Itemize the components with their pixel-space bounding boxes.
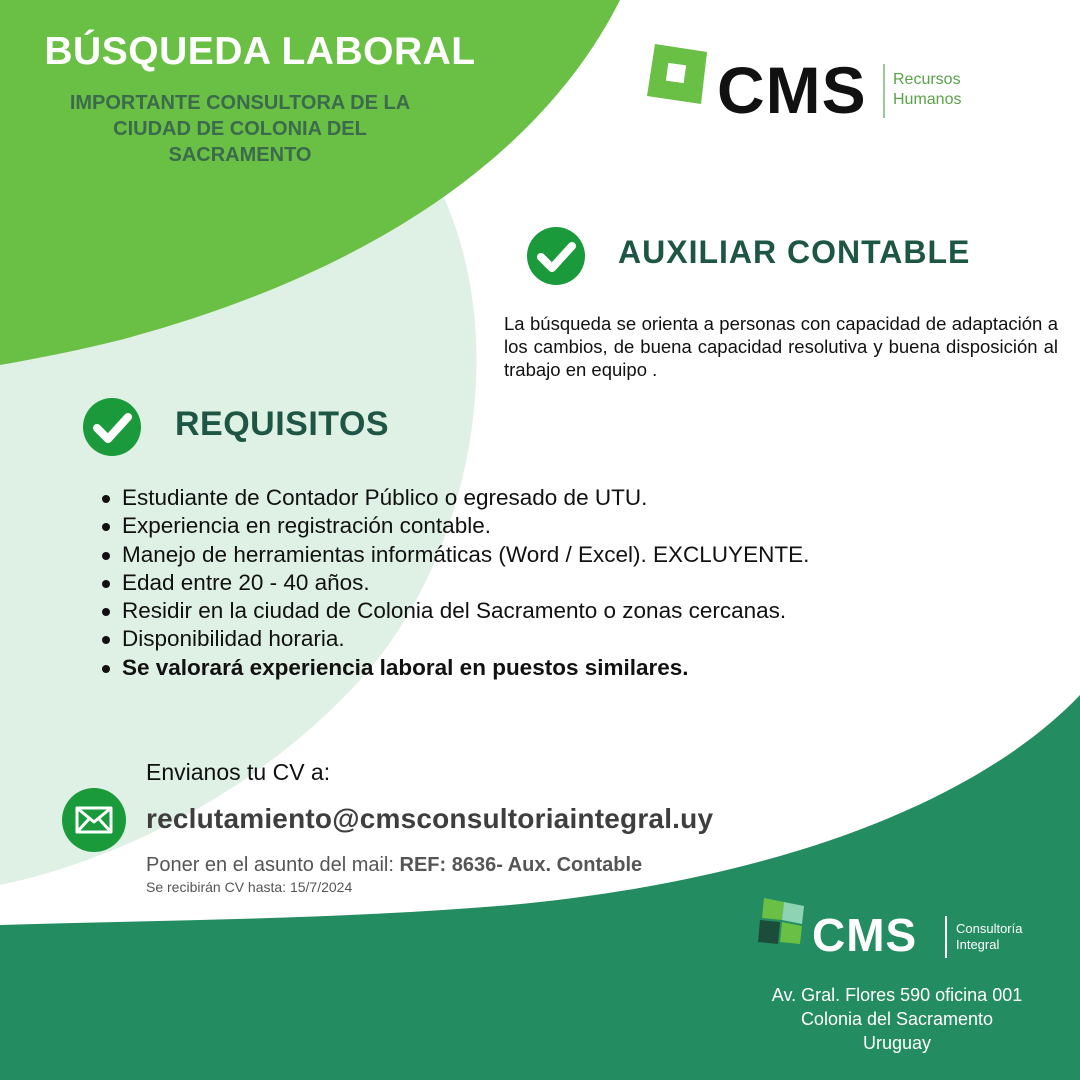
mail-icon <box>62 788 126 852</box>
office-address <box>720 983 1074 1055</box>
cv-deadline: Se recibirán CV hasta: 15/7/2024 <box>146 879 353 895</box>
check-icon <box>82 397 142 457</box>
address-line: Av. Gral. Flores 590 oficina 001 <box>771 985 1023 1005</box>
requirement-item: Edad entre 20 - 40 años. <box>122 569 809 597</box>
subtitle-line: IMPORTANTE CONSULTORA DE LA <box>69 92 411 114</box>
contact-email-link[interactable]: reclutamiento@cmsconsultoriaintegral.uy <box>146 803 714 834</box>
address-line: Uruguay <box>862 1033 932 1053</box>
requirements-title: REQUISITOS <box>175 405 390 443</box>
subject-prefix: Poner en el asunto del mail: <box>146 854 400 876</box>
requirement-item: Experiencia en registración contable. <box>122 512 809 540</box>
send-cv-label: Envianos tu CV a: <box>146 759 331 785</box>
logo-tagline-line: Integral <box>956 937 1000 952</box>
page-title: BÚSQUEDA LABORAL <box>44 30 476 73</box>
mail-subject-instruction <box>146 854 642 877</box>
cms-rrhh-logo <box>645 42 995 132</box>
cms-logo-mark-icon <box>645 42 709 106</box>
logo-tagline <box>893 70 961 110</box>
logo-tagline-line: Humanos <box>893 91 962 108</box>
logo-tagline-line: Consultoría <box>956 921 1023 936</box>
subtitle-line: CIUDAD DE COLONIA DEL <box>113 118 367 140</box>
requirement-item: Estudiante de Contador Público o egresado de UTU. <box>122 484 809 512</box>
requirement-item: Manejo de herramientas informáticas (Word / Excel). EXCLUYENTE. <box>122 541 809 569</box>
requirements-list <box>122 484 809 682</box>
cms-logo-mark-icon <box>756 898 806 946</box>
logo-brand: CMS <box>717 53 867 127</box>
logo-tagline <box>956 921 1022 953</box>
job-description: La búsqueda se orienta a personas con capacidad de adaptación a los cambios, de buena capacidad resolutiva y buena disposición al trabajo en equipo . <box>504 313 1058 380</box>
address-line: Colonia del Sacramento <box>800 1009 994 1029</box>
logo-tagline-line: Recursos <box>893 71 961 88</box>
page-subtitle <box>30 90 450 168</box>
logo-brand: CMS <box>812 909 918 961</box>
cms-consultoria-logo <box>756 896 1056 966</box>
requirement-item: Disponibilidad horaria. <box>122 625 809 653</box>
logo-divider <box>945 916 947 958</box>
requirement-item: Residir en la ciudad de Colonia del Sacramento o zonas cercanas. <box>122 597 809 625</box>
logo-divider <box>883 64 885 118</box>
requirement-item-highlight: Se valorará experiencia laboral en puestos similares. <box>122 654 809 682</box>
job-title: AUXILIAR CONTABLE <box>618 234 971 270</box>
subject-ref: REF: 8636- Aux. Contable <box>399 854 643 876</box>
check-icon <box>526 226 586 286</box>
subtitle-line: SACRAMENTO <box>168 144 312 166</box>
